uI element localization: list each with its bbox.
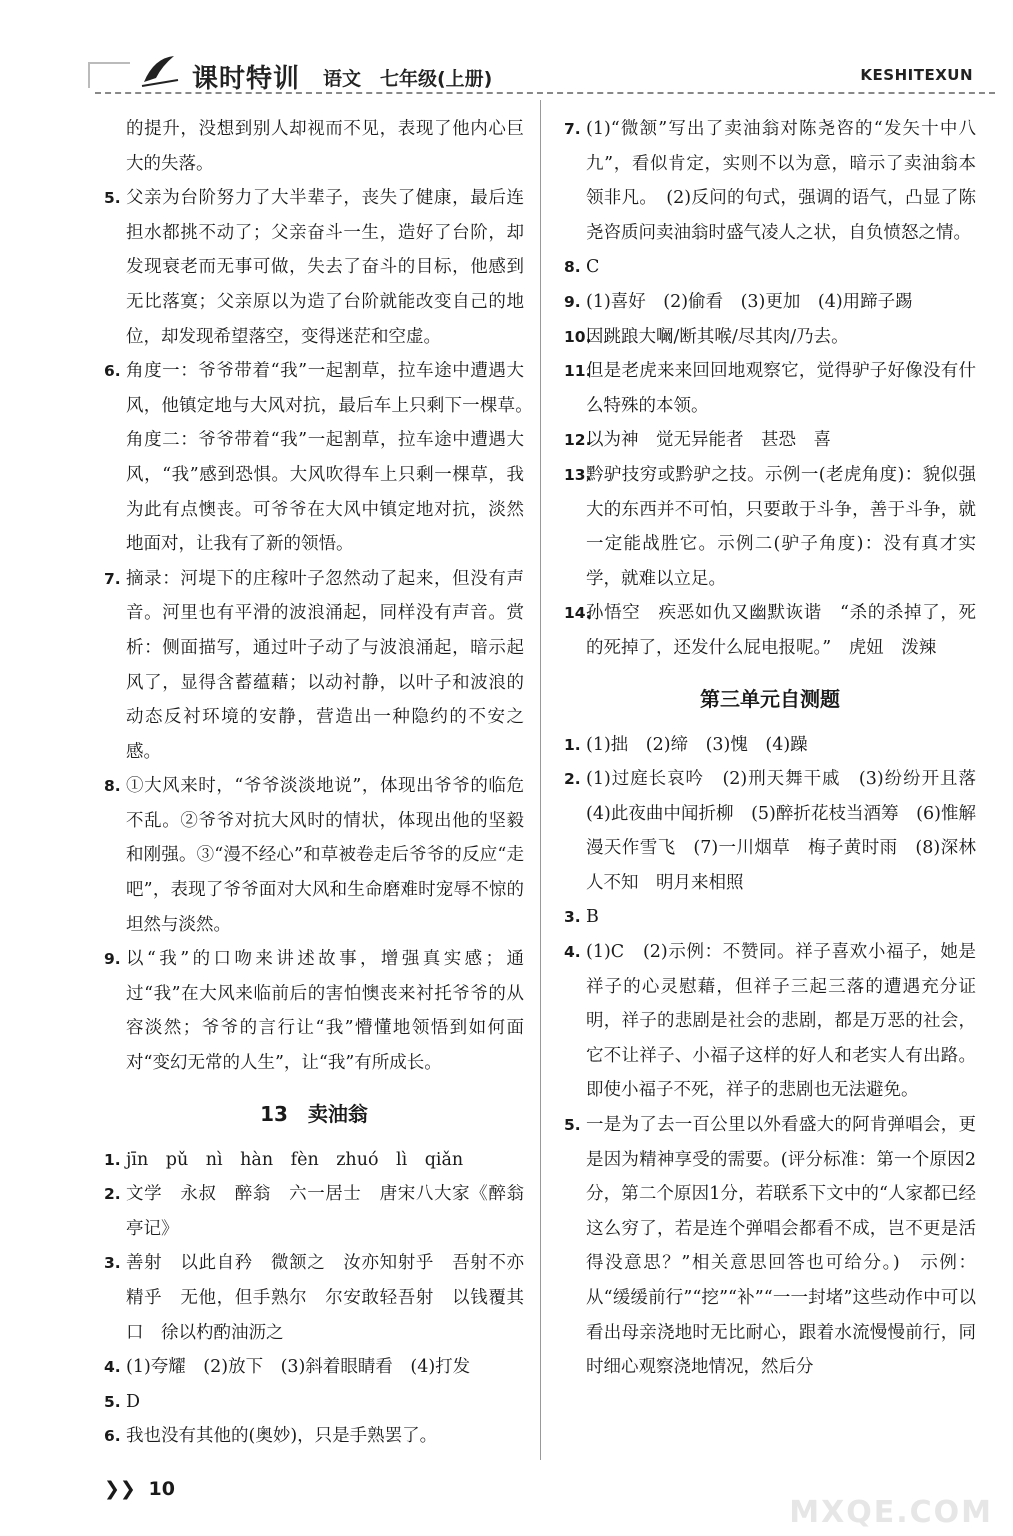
header-rule xyxy=(95,92,995,94)
right-answers xyxy=(564,112,976,666)
answer-number: 5. xyxy=(104,1392,121,1411)
answer-text: C xyxy=(586,257,600,278)
answer-number: 12. xyxy=(564,431,592,450)
answer-item xyxy=(564,458,976,596)
answer-item xyxy=(564,250,976,285)
answer-number: 3. xyxy=(104,1254,121,1273)
answer-number: 6. xyxy=(104,362,121,381)
answer-text: D xyxy=(126,1391,141,1412)
answer-item xyxy=(564,423,976,458)
answer-number: 9. xyxy=(104,950,121,969)
answer-text: (1)过庭长哀吟 (2)刑天舞干戚 (3)纷纷开且落 (4)此夜曲中闻折柳 (5)醉折花枝当酒筹 (6)惟解漫天作雪飞 (7)一川烟草 梅子黄时雨 (8)深林人不知 明月来相照 xyxy=(586,769,994,893)
left-column xyxy=(104,112,542,1454)
page-number: 10 xyxy=(148,1478,175,1500)
answer-item xyxy=(564,285,976,320)
answer-number: 1. xyxy=(564,735,581,754)
answer-number: 7. xyxy=(104,569,121,588)
answer-item xyxy=(564,900,976,935)
answer-item xyxy=(104,1419,524,1454)
answer-text: 但是老虎来来回回地观察它，觉得驴子好像没有什么特殊的本领。 xyxy=(586,361,976,416)
answer-item xyxy=(564,762,994,900)
column-divider xyxy=(540,100,541,1460)
answer-item xyxy=(564,728,976,763)
answer-text: 角度一：爷爷带着“我”一起割草，拉车途中遭遇大风，他镇定地与大风对抗，最后车上只剩下一棵草。 角度二：爷爷带着“我”一起割草，拉车途中遭遇大风，“我”感到恐惧。大风吹得车上只剩一棵草，我为此有点懊丧。可爷爷在大风中镇定地对抗，淡然地面对，让我有了新的领悟。 xyxy=(126,361,542,555)
page-footer xyxy=(104,1478,175,1500)
answer-item xyxy=(104,1246,524,1350)
answer-number: 8. xyxy=(564,258,581,277)
answer-item xyxy=(104,1385,524,1420)
answer-text: 一是为了去一百公里以外看盛大的阿肯弹唱会，更是因为精神享受的需要。(评分标准：第一个原因2分，第二个原因1分，若联系下文中的“人家都已经这么穷了，若是连个弹唱会都看不成，岂不更是活得没意思？”相关意思回答也可给分。) 示例：从“缓缓前行”“挖”“补”“一一封堵”这些动作中可以看出母亲浇地时无比耐心，跟着水流慢慢前行，同时细心观察浇地情况，然后分 xyxy=(586,1115,976,1378)
brand-title: 课时特训 xyxy=(192,64,301,94)
answer-item xyxy=(104,942,524,1080)
brand-pinyin: KESHITEXUN xyxy=(860,66,973,84)
answer-number: 3. xyxy=(564,908,581,927)
answer-text: (1)喜好 (2)偷看 (3)更加 (4)用蹄子踢 xyxy=(586,291,913,312)
answer-text: ①大风来时，“爷爷淡淡地说”，体现出爷爷的临危不乱。②爷爷对抗大风时的情状，体现出他的坚毅和刚强。③“漫不经心”和草被卷走后爷爷的反应“走吧”，表现了爷爷面对大风和生命磨难时宠辱不惊的坦然与淡然。 xyxy=(126,776,524,935)
answer-text: (1)夸耀 (2)放下 (3)斜着眼睛看 (4)打发 xyxy=(126,1357,471,1378)
answer-number: 8. xyxy=(104,777,121,796)
pen-logo-icon xyxy=(140,52,180,88)
answer-text: 我也没有其他的(奥妙)，只是手熟罢了。 xyxy=(126,1426,438,1447)
answer-text: 以“我”的口吻来讲述故事，增强真实感；通过“我”在大风来临前后的害怕懊丧来衬托爷爷的从容淡然；爷爷的言行让“我”懵懂地领悟到如何面对“变幻无常的人生”，让“我”有所成长。 xyxy=(126,949,524,1074)
answer-number: 7. xyxy=(564,120,581,138)
double-arrow-icon: ❯❯ xyxy=(104,1478,136,1500)
answer-item xyxy=(564,112,976,250)
corner-mark xyxy=(88,62,130,88)
answer-number: 5. xyxy=(564,1116,581,1135)
answer-number: 6. xyxy=(104,1427,121,1446)
answer-text: 摘录：河堤下的庄稼叶子忽然动了起来，但没有声音。河里也有平滑的波浪涌起，同样没有声音。赏析：侧面描写，通过叶子动了与波浪涌起，暗示起风了，显得含蓄蕴藉；以动衬静，以叶子和波浪的动态反衬环境的安静，营造出一种隐约的不安之感。 xyxy=(126,568,524,762)
answer-item xyxy=(564,320,976,355)
answer-number: 10. xyxy=(564,327,592,346)
answer-number: 1. xyxy=(104,1150,121,1169)
answer-number: 4. xyxy=(564,943,581,962)
answer-item xyxy=(564,935,976,1108)
section-title-unit3: 第三单元自测题 xyxy=(700,686,840,711)
answer-text: (1)拙 (2)缔 (3)愧 (4)躁 xyxy=(586,734,808,755)
answer-text: 以为神 觉无异能者 甚恐 喜 xyxy=(586,430,831,451)
answer-item xyxy=(104,354,542,562)
answer-number: 14. xyxy=(564,604,592,623)
answer-item xyxy=(104,181,524,354)
answer-number: 2. xyxy=(104,1185,121,1204)
answer-text: B xyxy=(586,907,599,928)
right-answers-2 xyxy=(564,728,994,1385)
answer-text: 文学 永叔 醉翁 六一居士 唐宋八大家《醉翁亭记》 xyxy=(126,1184,524,1239)
answer-number: 2. xyxy=(564,770,581,789)
answer-item xyxy=(564,596,976,665)
left-answers-2 xyxy=(104,1143,524,1454)
answer-text: 父亲为台阶努力了大半辈子，丧失了健康，最后连担水都挑不动了；父亲奋斗一生，造好了台阶，却发现衰老而无事可做，失去了奋斗的目标，他感到无比落寞；父亲原以为造了台阶就能改变自己的地位，却发现希望落空，变得迷茫和空虚。 xyxy=(126,188,524,347)
continued-text: 的提升，没想到别人却视而不见，表现了他内心巨大的失落。 xyxy=(126,119,524,174)
answer-item xyxy=(104,1143,524,1178)
answer-text: (1)C (2)示例：不赞同。祥子喜欢小福子，她是祥子的心灵慰藉，但祥子三起三落的遭遇充分证明，祥子的悲剧是社会的悲剧，都是万恶的社会，它不让祥子、小福子这样的好人和老实人有出路。即使小福子不死，祥子的悲剧也无法避免。 xyxy=(586,942,976,1101)
answer-item xyxy=(104,562,524,770)
page-header xyxy=(0,0,1013,96)
section-title-maiyouweng: 13 卖油翁 xyxy=(260,1101,368,1126)
answer-text: 孙悟空 疾恶如仇又幽默诙谐 “杀的杀掉了，死的死掉了，还发什么屁电报呢。” 虎妞 泼辣 xyxy=(586,603,976,658)
watermark: MXQE.COM xyxy=(789,1495,993,1530)
answer-text: 黔驴技穷或黔驴之技。示例一(老虎角度)：貌似强大的东西并不可怕，只要敢于斗争，善于斗争，就一定能战胜它。示例二(驴子角度)：没有真才实学，就难以立足。 xyxy=(586,464,976,589)
answer-number: 13. xyxy=(564,465,592,484)
left-answers xyxy=(104,181,542,1080)
subject-grade: 语文 七年级(上册) xyxy=(323,68,493,90)
answer-item xyxy=(104,769,524,942)
answer-item xyxy=(564,1108,976,1385)
answer-text: (1)“微颔”写出了卖油翁对陈尧咨的“发矢十中八九”，看似肯定，实则不以为意，暗示了卖油翁本领非凡。 (2)反问的句式，强调的语气，凸显了陈尧咨质问卖油翁时盛气凌人之状，自负愤怒之情。 xyxy=(586,119,976,243)
answer-number: 5. xyxy=(104,189,121,208)
right-column xyxy=(564,112,994,1385)
answer-item xyxy=(104,1177,524,1246)
answer-item xyxy=(564,354,976,423)
answer-text: 因跳踉大㘎/断其喉/尽其肉/乃去。 xyxy=(586,326,849,347)
answer-number: 9. xyxy=(564,292,581,311)
answer-text: 善射 以此自矜 微颔之 汝亦知射乎 吾射不亦精乎 无他，但手熟尔 尔安敢轻吾射 以钱覆其口 徐以杓酌油沥之 xyxy=(126,1253,524,1343)
answer-text: jīn pǔ nì hàn fèn zhuó lì qiǎn xyxy=(126,1149,464,1170)
answer-number: 11. xyxy=(564,362,592,381)
answer-number: 4. xyxy=(104,1358,121,1377)
answer-item xyxy=(104,1350,524,1385)
